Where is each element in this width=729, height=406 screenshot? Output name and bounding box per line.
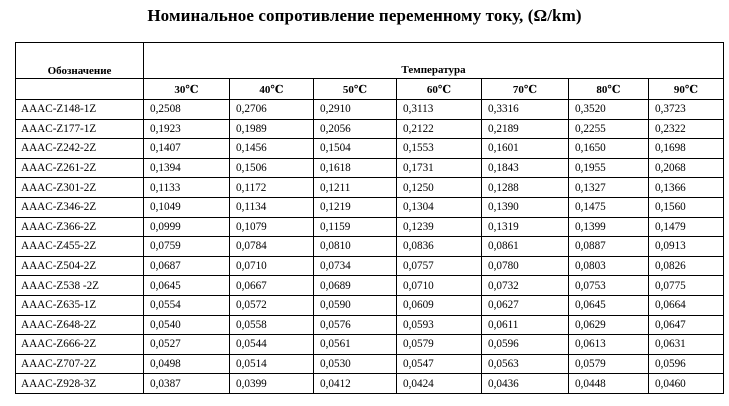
- header-spacer: [16, 79, 144, 100]
- resistance-value: 0,0613: [569, 335, 649, 355]
- cable-designation: AAAC-Z455-2Z: [16, 237, 144, 257]
- resistance-table: [15, 42, 724, 394]
- table-row: [16, 354, 724, 374]
- resistance-value: 0,1456: [230, 139, 314, 159]
- resistance-value: 0,0645: [569, 295, 649, 315]
- cable-designation: AAAC-Z538 -2Z: [16, 276, 144, 296]
- resistance-value: 0,0757: [397, 256, 482, 276]
- resistance-value: 0,1553: [397, 139, 482, 159]
- resistance-value: 0,0554: [144, 295, 230, 315]
- resistance-value: 0,1650: [569, 139, 649, 159]
- cable-designation: AAAC-Z707-2Z: [16, 354, 144, 374]
- resistance-value: 0,2189: [482, 119, 569, 139]
- resistance-value: 0,0527: [144, 335, 230, 355]
- resistance-value: 0,1989: [230, 119, 314, 139]
- resistance-value: 0,1504: [314, 139, 397, 159]
- resistance-value: 0,1479: [649, 217, 724, 237]
- resistance-value: 0,0572: [230, 295, 314, 315]
- resistance-value: 0,1211: [314, 178, 397, 198]
- cable-designation: AAAC-Z301-2Z: [16, 178, 144, 198]
- resistance-value: 0,0498: [144, 354, 230, 374]
- resistance-value: 0,1923: [144, 119, 230, 139]
- resistance-value: 0,0460: [649, 374, 724, 394]
- table-row: [16, 139, 724, 159]
- resistance-value: 0,0563: [482, 354, 569, 374]
- resistance-value: 0,0609: [397, 295, 482, 315]
- page-title: Номинальное сопротивление переменному току, (Ω/km): [147, 6, 582, 25]
- resistance-value: 0,3113: [397, 100, 482, 120]
- resistance-value: 0,0576: [314, 315, 397, 335]
- cable-designation: AAAC-Z177-1Z: [16, 119, 144, 139]
- resistance-value: 0,0424: [397, 374, 482, 394]
- resistance-value: 0,3316: [482, 100, 569, 120]
- resistance-value: 0,0645: [144, 276, 230, 296]
- resistance-value: 0,2255: [569, 119, 649, 139]
- table-row: [16, 315, 724, 335]
- resistance-value: 0,1133: [144, 178, 230, 198]
- resistance-value: 0,0412: [314, 374, 397, 394]
- resistance-value: 0,0629: [569, 315, 649, 335]
- cable-designation: AAAC-Z648-2Z: [16, 315, 144, 335]
- table-row: [16, 197, 724, 217]
- resistance-value: 0,0596: [482, 335, 569, 355]
- resistance-value: 0,1731: [397, 158, 482, 178]
- resistance-value: 0,1172: [230, 178, 314, 198]
- resistance-value: 0,0775: [649, 276, 724, 296]
- resistance-value: 0,0710: [230, 256, 314, 276]
- resistance-value: 0,2322: [649, 119, 724, 139]
- table-row: [16, 158, 724, 178]
- resistance-value: 0,0561: [314, 335, 397, 355]
- resistance-value: 0,1843: [482, 158, 569, 178]
- resistance-value: 0,0448: [569, 374, 649, 394]
- resistance-value: 0,0734: [314, 256, 397, 276]
- resistance-value: 0,0558: [230, 315, 314, 335]
- resistance-value: 0,1366: [649, 178, 724, 198]
- resistance-value: 0,1319: [482, 217, 569, 237]
- cable-designation: AAAC-Z635-1Z: [16, 295, 144, 315]
- resistance-value: 0,0780: [482, 256, 569, 276]
- table-body: [16, 100, 724, 394]
- resistance-value: 0,0664: [649, 295, 724, 315]
- resistance-value: 0,3723: [649, 100, 724, 120]
- resistance-value: 0,0999: [144, 217, 230, 237]
- resistance-value: 0,0530: [314, 354, 397, 374]
- resistance-value: 0,1955: [569, 158, 649, 178]
- column-header-temperature: 60℃: [397, 79, 482, 100]
- resistance-value: 0,0540: [144, 315, 230, 335]
- resistance-value: 0,0579: [569, 354, 649, 374]
- resistance-value: 0,1601: [482, 139, 569, 159]
- resistance-value: 0,1219: [314, 197, 397, 217]
- cable-designation: AAAC-Z928-3Z: [16, 374, 144, 394]
- resistance-value: 0,0826: [649, 256, 724, 276]
- resistance-value: 0,1506: [230, 158, 314, 178]
- resistance-value: 0,0544: [230, 335, 314, 355]
- cable-designation: AAAC-Z666-2Z: [16, 335, 144, 355]
- resistance-value: 0,1239: [397, 217, 482, 237]
- resistance-value: 0,0913: [649, 237, 724, 257]
- cable-designation: AAAC-Z504-2Z: [16, 256, 144, 276]
- resistance-value: 0,1327: [569, 178, 649, 198]
- resistance-value: 0,0689: [314, 276, 397, 296]
- resistance-value: 0,1134: [230, 197, 314, 217]
- resistance-value: 0,0590: [314, 295, 397, 315]
- table-row: [16, 178, 724, 198]
- resistance-value: 0,1560: [649, 197, 724, 217]
- resistance-value: 0,0647: [649, 315, 724, 335]
- resistance-value: 0,0667: [230, 276, 314, 296]
- table-row: [16, 217, 724, 237]
- table-row: [16, 295, 724, 315]
- resistance-value: 0,0887: [569, 237, 649, 257]
- cable-designation: AAAC-Z261-2Z: [16, 158, 144, 178]
- resistance-value: 0,1618: [314, 158, 397, 178]
- table-row: [16, 276, 724, 296]
- resistance-value: 0,2706: [230, 100, 314, 120]
- resistance-value: 0,1390: [482, 197, 569, 217]
- column-header-temperature: 70℃: [482, 79, 569, 100]
- column-header-temperature: 90℃: [649, 79, 724, 100]
- resistance-value: 0,1049: [144, 197, 230, 217]
- column-header-temperature: 40℃: [230, 79, 314, 100]
- temperature-header-row: [16, 79, 724, 100]
- resistance-value: 0,1288: [482, 178, 569, 198]
- column-header-designation: Обозначение: [16, 43, 144, 79]
- resistance-value: 0,0387: [144, 374, 230, 394]
- resistance-value: 0,0514: [230, 354, 314, 374]
- cable-designation: AAAC-Z148-1Z: [16, 100, 144, 120]
- resistance-value: 0,1475: [569, 197, 649, 217]
- column-header-temperature: 50℃: [314, 79, 397, 100]
- resistance-value: 0,0759: [144, 237, 230, 257]
- resistance-value: 0,0399: [230, 374, 314, 394]
- cable-designation: AAAC-Z242-2Z: [16, 139, 144, 159]
- header-row: [16, 43, 724, 79]
- resistance-value: 0,2910: [314, 100, 397, 120]
- resistance-value: 0,0596: [649, 354, 724, 374]
- cable-designation: AAAC-Z366-2Z: [16, 217, 144, 237]
- table-row: [16, 335, 724, 355]
- column-group-header-temperature: Температура: [144, 43, 724, 79]
- resistance-value: 0,2122: [397, 119, 482, 139]
- resistance-value: 0,1399: [569, 217, 649, 237]
- table-row: [16, 256, 724, 276]
- resistance-value: 0,1394: [144, 158, 230, 178]
- resistance-value: 0,0803: [569, 256, 649, 276]
- table-row: [16, 100, 724, 120]
- resistance-value: 0,0732: [482, 276, 569, 296]
- resistance-value: 0,2508: [144, 100, 230, 120]
- resistance-value: 0,1250: [397, 178, 482, 198]
- resistance-value: 0,0861: [482, 237, 569, 257]
- resistance-value: 0,0710: [397, 276, 482, 296]
- table-row: [16, 237, 724, 257]
- resistance-value: 0,0547: [397, 354, 482, 374]
- resistance-value: 0,1407: [144, 139, 230, 159]
- resistance-value: 0,0784: [230, 237, 314, 257]
- resistance-value: 0,1698: [649, 139, 724, 159]
- cable-designation: AAAC-Z346-2Z: [16, 197, 144, 217]
- resistance-value: 0,0611: [482, 315, 569, 335]
- resistance-value: 0,3520: [569, 100, 649, 120]
- column-header-temperature: 30℃: [144, 79, 230, 100]
- resistance-value: 0,1159: [314, 217, 397, 237]
- resistance-value: 0,0810: [314, 237, 397, 257]
- column-header-temperature: 80℃: [569, 79, 649, 100]
- table-row: [16, 374, 724, 394]
- resistance-value: 0,0753: [569, 276, 649, 296]
- table-row: [16, 119, 724, 139]
- resistance-value: 0,1304: [397, 197, 482, 217]
- resistance-value: 0,2056: [314, 119, 397, 139]
- resistance-value: 0,0593: [397, 315, 482, 335]
- resistance-value: 0,0627: [482, 295, 569, 315]
- resistance-value: 0,0836: [397, 237, 482, 257]
- resistance-value: 0,0579: [397, 335, 482, 355]
- resistance-value: 0,1079: [230, 217, 314, 237]
- resistance-value: 0,0687: [144, 256, 230, 276]
- resistance-value: 0,0631: [649, 335, 724, 355]
- resistance-value: 0,0436: [482, 374, 569, 394]
- resistance-value: 0,2068: [649, 158, 724, 178]
